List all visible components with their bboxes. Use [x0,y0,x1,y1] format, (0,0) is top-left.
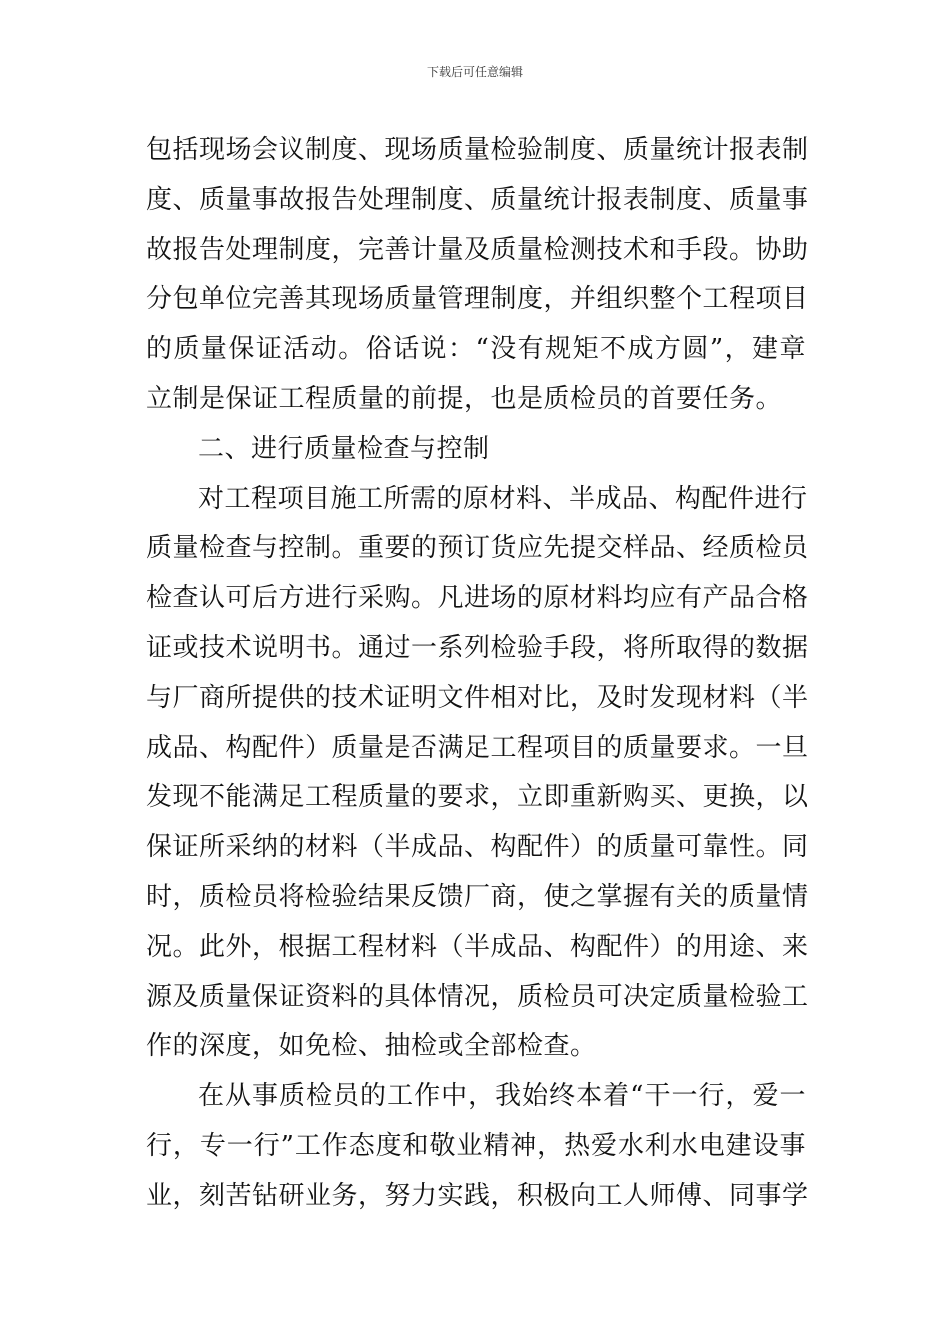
text-line: 作的深度，如免检、抽检或全部检查。 [146,1031,597,1062]
text-line: 二、进行质量检查与控制 [198,433,490,464]
text-line: 业，刻苦钻研业务，努力实践，积极向工人师傅、同事学 [146,1180,809,1211]
text-line: 立制是保证工程质量的前提，也是质检员的首要任务。 [146,383,783,414]
text-line: 证或技术说明书。通过一系列检验手段，将所取得的数据 [146,632,809,663]
body-text [146,126,809,1222]
text-line: 度、质量事故报告处理制度、质量统计报表制度、质量事 [146,184,809,215]
text-line: 况。此外，根据工程材料（半成品、构配件）的用途、来 [146,931,809,962]
page-header: 下载后可任意编辑 [426,65,523,79]
text-line: 分包单位完善其现场质量管理制度，并组织整个工程项目 [146,284,809,315]
text-line: 与厂商所提供的技术证明文件相对比，及时发现材料（半 [146,682,809,713]
text-line: 检查认可后方进行采购。凡进场的原材料均应有产品合格 [146,583,809,614]
text-line: 质量检查与控制。重要的预订货应先提交样品、经质检员 [146,533,809,564]
text-line: 保证所采纳的材料（半成品、构配件）的质量可靠性。同 [146,832,809,863]
text-line: 时，质检员将检验结果反馈厂商，使之掌握有关的质量情 [146,881,809,912]
text-line: 行，专一行”工作态度和敬业精神，热爱水利水电建设事 [146,1130,806,1161]
text-line: 源及质量保证资料的具体情况，质检员可决定质量检验工 [146,981,809,1012]
text-line: 成品、构配件）质量是否满足工程项目的质量要求。一旦 [146,732,809,763]
text-line: 对工程项目施工所需的原材料、半成品、构配件进行 [198,483,808,514]
text-line: 在从事质检员的工作中，我始终本着“干一行，爱一 [198,1081,806,1112]
text-line: 发现不能满足工程质量的要求，立即重新购买、更换，以 [146,782,809,813]
text-line: 的质量保证活动。俗话说：“没有规矩不成方圆”，建章 [146,334,806,365]
text-line: 包括现场会议制度、现场质量检验制度、质量统计报表制 [146,135,809,165]
text-line: 故报告处理制度，完善计量及质量检测技术和手段。协助 [146,234,809,265]
